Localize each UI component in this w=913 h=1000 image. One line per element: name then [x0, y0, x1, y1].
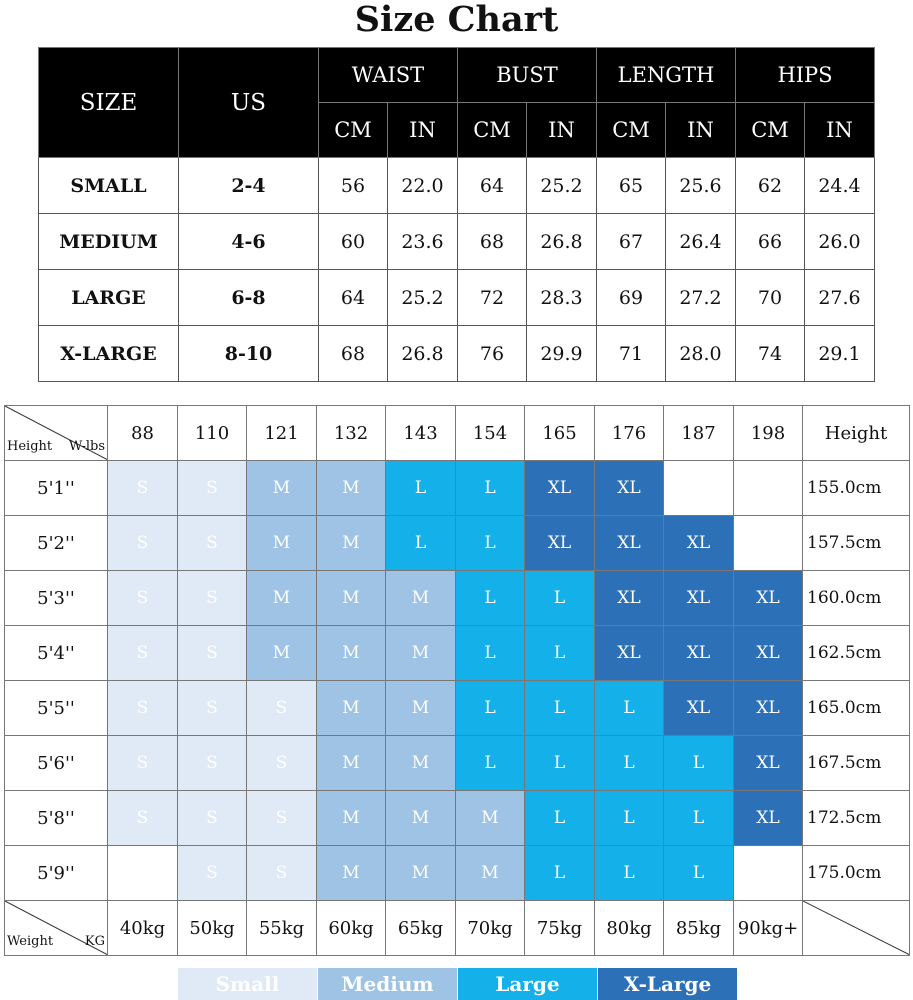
size-cell: S — [108, 571, 178, 626]
size-cell: L — [525, 791, 595, 846]
size-cell: S — [247, 681, 317, 736]
size-cell: M — [247, 461, 317, 516]
legend-l: Large — [458, 968, 598, 1000]
height-ft: 5'4'' — [5, 626, 108, 681]
size-cell: L — [456, 516, 525, 571]
size-cell: XL — [525, 461, 595, 516]
height-cm: 162.5cm — [803, 626, 910, 681]
size-cell: M — [386, 736, 456, 791]
size-cell: L — [386, 461, 456, 516]
size-cell: L — [664, 791, 734, 846]
size-grid — [4, 405, 910, 956]
weight-lbs: 187 — [664, 406, 734, 461]
measure-row — [39, 214, 875, 270]
size-cell: L — [456, 626, 525, 681]
bottom-corner — [5, 901, 108, 956]
size-cell: XL — [734, 736, 803, 791]
measure-value: 25.2 — [527, 158, 597, 214]
measure-value: 71 — [597, 326, 666, 382]
measure-value: 65 — [597, 158, 666, 214]
measure-value: 26.4 — [666, 214, 736, 270]
measure-value: 62 — [736, 158, 805, 214]
size-cell: L — [386, 516, 456, 571]
size-cell: L — [456, 736, 525, 791]
unit-in: IN — [666, 103, 736, 158]
size-cell: S — [178, 736, 247, 791]
size-cell: M — [317, 626, 386, 681]
height-ft: 5'9'' — [5, 846, 108, 901]
weight-lbs: 88 — [108, 406, 178, 461]
grid-row — [5, 626, 910, 681]
measure-value: 74 — [736, 326, 805, 382]
measure-row — [39, 326, 875, 382]
measure-value: 66 — [736, 214, 805, 270]
weight-kg: 80kg — [595, 901, 664, 956]
size-cell: M — [386, 626, 456, 681]
weight-lbs: 143 — [386, 406, 456, 461]
unit-cm: CM — [736, 103, 805, 158]
weight-lbs: 132 — [317, 406, 386, 461]
size-cell — [734, 461, 803, 516]
size-cell: L — [664, 846, 734, 901]
size-cell — [734, 516, 803, 571]
grid-header-row — [5, 406, 910, 461]
size-cell: S — [178, 461, 247, 516]
unit-cm: CM — [458, 103, 527, 158]
measure-value: 26.0 — [805, 214, 875, 270]
measurement-table — [38, 47, 875, 382]
measure-value: 25.2 — [388, 270, 458, 326]
weight-kg: 90kg+ — [734, 901, 803, 956]
size-cell: S — [178, 626, 247, 681]
height-ft: 5'8'' — [5, 791, 108, 846]
measure-value: 26.8 — [388, 326, 458, 382]
size-cell: XL — [595, 626, 664, 681]
measure-value: 26.8 — [527, 214, 597, 270]
size-cell: M — [317, 791, 386, 846]
size-cell: M — [386, 846, 456, 901]
measure-value: 64 — [319, 270, 388, 326]
weight-kg: 60kg — [317, 901, 386, 956]
height-cm: 157.5cm — [803, 516, 910, 571]
bottom-right-label: KG — [84, 934, 105, 949]
height-cm: 172.5cm — [803, 791, 910, 846]
size-cell: M — [317, 736, 386, 791]
measure-value: 64 — [458, 158, 527, 214]
size-cell: M — [386, 791, 456, 846]
measure-value: 68 — [458, 214, 527, 270]
measure-row — [39, 270, 875, 326]
size-cell — [734, 846, 803, 901]
weight-kg: 85kg — [664, 901, 734, 956]
size-cell: M — [456, 846, 525, 901]
header-length: LENGTH — [597, 48, 736, 103]
height-ft: 5'5'' — [5, 681, 108, 736]
size-cell: M — [317, 681, 386, 736]
size-cell: L — [525, 736, 595, 791]
size-cell: M — [247, 571, 317, 626]
size-cell: S — [178, 571, 247, 626]
size-cell: XL — [734, 681, 803, 736]
measure-value: 56 — [319, 158, 388, 214]
size-name: MEDIUM — [39, 214, 179, 270]
us-size: 8-10 — [179, 326, 319, 382]
weight-lbs: 121 — [247, 406, 317, 461]
measure-value: 29.1 — [805, 326, 875, 382]
unit-in: IN — [388, 103, 458, 158]
grid-row — [5, 846, 910, 901]
size-cell: L — [595, 681, 664, 736]
header-bust: BUST — [458, 48, 597, 103]
size-cell: S — [178, 516, 247, 571]
size-cell: XL — [664, 516, 734, 571]
size-cell: L — [525, 681, 595, 736]
measure-row — [39, 158, 875, 214]
size-cell: S — [178, 791, 247, 846]
size-cell: L — [595, 846, 664, 901]
size-cell: L — [525, 846, 595, 901]
measure-value: 24.4 — [805, 158, 875, 214]
size-cell: XL — [595, 571, 664, 626]
grid-row — [5, 461, 910, 516]
grid-row — [5, 571, 910, 626]
unit-in: IN — [805, 103, 875, 158]
size-cell: XL — [664, 626, 734, 681]
size-name: LARGE — [39, 270, 179, 326]
measure-value: 60 — [319, 214, 388, 270]
size-cell: L — [456, 571, 525, 626]
bottom-left-label: Weight — [7, 934, 54, 949]
size-legend — [178, 968, 738, 1000]
size-cell: M — [317, 516, 386, 571]
measure-value: 67 — [597, 214, 666, 270]
size-cell: L — [525, 571, 595, 626]
us-size: 4-6 — [179, 214, 319, 270]
measure-value: 25.6 — [666, 158, 736, 214]
height-header: Height — [803, 406, 910, 461]
legend-s: Small — [178, 968, 318, 1000]
size-cell: L — [595, 791, 664, 846]
size-cell: XL — [734, 571, 803, 626]
empty-corner — [803, 901, 910, 956]
measure-value: 22.0 — [388, 158, 458, 214]
size-cell: XL — [734, 791, 803, 846]
height-ft: 5'1'' — [5, 461, 108, 516]
weight-lbs: 198 — [734, 406, 803, 461]
size-cell: S — [247, 736, 317, 791]
grid-row — [5, 516, 910, 571]
diagonal-divider — [803, 901, 910, 955]
weight-kg: 55kg — [247, 901, 317, 956]
weight-kg: 40kg — [108, 901, 178, 956]
size-cell: XL — [595, 461, 664, 516]
size-cell: M — [247, 626, 317, 681]
size-cell: XL — [664, 571, 734, 626]
header-size: SIZE — [39, 48, 179, 158]
height-ft: 5'6'' — [5, 736, 108, 791]
size-cell: S — [108, 626, 178, 681]
top-left-label: Height — [7, 439, 53, 454]
height-cm: 175.0cm — [803, 846, 910, 901]
weight-lbs: 165 — [525, 406, 595, 461]
weight-kg: 50kg — [178, 901, 247, 956]
measure-value: 28.3 — [527, 270, 597, 326]
size-cell: M — [247, 516, 317, 571]
size-cell: M — [317, 846, 386, 901]
measure-value: 27.6 — [805, 270, 875, 326]
size-cell: M — [386, 571, 456, 626]
measure-value: 27.2 — [666, 270, 736, 326]
legend-xl: X-Large — [598, 968, 738, 1000]
size-cell: S — [108, 516, 178, 571]
top-right-label: W-lbs — [69, 439, 105, 454]
weight-lbs: 110 — [178, 406, 247, 461]
measure-value: 70 — [736, 270, 805, 326]
unit-cm: CM — [597, 103, 666, 158]
measure-value: 69 — [597, 270, 666, 326]
size-cell: S — [108, 681, 178, 736]
measure-value: 68 — [319, 326, 388, 382]
us-size: 2-4 — [179, 158, 319, 214]
size-cell: M — [317, 461, 386, 516]
size-cell: S — [247, 791, 317, 846]
size-cell: S — [247, 846, 317, 901]
size-cell: L — [456, 681, 525, 736]
unit-in: IN — [527, 103, 597, 158]
weight-kg: 75kg — [525, 901, 595, 956]
size-cell: S — [108, 791, 178, 846]
grid-row — [5, 791, 910, 846]
measure-value: 76 — [458, 326, 527, 382]
size-cell: XL — [525, 516, 595, 571]
size-cell: L — [595, 736, 664, 791]
size-cell: S — [178, 681, 247, 736]
us-size: 6-8 — [179, 270, 319, 326]
size-cell: S — [178, 846, 247, 901]
measure-value: 72 — [458, 270, 527, 326]
grid-row — [5, 681, 910, 736]
height-cm: 167.5cm — [803, 736, 910, 791]
size-cell: M — [386, 681, 456, 736]
height-cm: 165.0cm — [803, 681, 910, 736]
weight-lbs: 176 — [595, 406, 664, 461]
page-title: Size Chart — [354, 0, 559, 40]
size-cell: L — [525, 626, 595, 681]
weight-lbs: 154 — [456, 406, 525, 461]
size-cell: L — [664, 736, 734, 791]
grid-row — [5, 736, 910, 791]
weight-kg: 70kg — [456, 901, 525, 956]
size-cell — [108, 846, 178, 901]
size-cell: S — [108, 461, 178, 516]
measure-value: 28.0 — [666, 326, 736, 382]
size-cell: L — [456, 461, 525, 516]
height-ft: 5'2'' — [5, 516, 108, 571]
size-cell — [664, 461, 734, 516]
height-cm: 155.0cm — [803, 461, 910, 516]
grid-footer-row — [5, 901, 910, 956]
size-cell: S — [108, 736, 178, 791]
size-name: SMALL — [39, 158, 179, 214]
height-cm: 160.0cm — [803, 571, 910, 626]
size-cell: M — [456, 791, 525, 846]
weight-kg: 65kg — [386, 901, 456, 956]
size-cell: XL — [595, 516, 664, 571]
size-name: X-LARGE — [39, 326, 179, 382]
header-hips: HIPS — [736, 48, 875, 103]
size-cell: XL — [734, 626, 803, 681]
measure-value: 29.9 — [527, 326, 597, 382]
size-cell: M — [317, 571, 386, 626]
header-us: US — [179, 48, 319, 158]
height-ft: 5'3'' — [5, 571, 108, 626]
measure-value: 23.6 — [388, 214, 458, 270]
legend-m: Medium — [318, 968, 458, 1000]
size-cell: XL — [664, 681, 734, 736]
header-waist: WAIST — [319, 48, 458, 103]
top-corner — [5, 406, 108, 461]
unit-cm: CM — [319, 103, 388, 158]
